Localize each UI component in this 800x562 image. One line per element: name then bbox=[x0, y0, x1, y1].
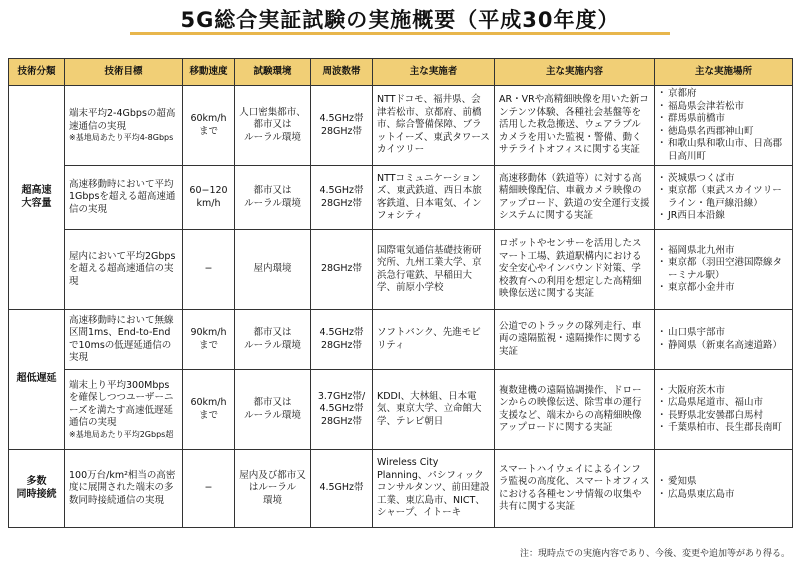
content-cell: AR・VRや高精細映像を用いた新コンテンツ体験、各種社会基盤等を活用した救急搬送、ウェアラブルカメラを用いた監視・警備、動くサテライトオフィスに関する実証 bbox=[495, 86, 655, 166]
speed-cell: 90km/h まで bbox=[183, 310, 235, 370]
frequency-cell: 4.5GHz帯 28GHz帯 bbox=[311, 310, 373, 370]
header-frequency: 周波数帯 bbox=[311, 59, 373, 86]
organizations-cell: Wireless City Planning、パシフィックコンサルタンツ、前田建設工業、東広島市、NICT、シャープ、イトーキ bbox=[373, 450, 495, 528]
goal-note: ※基地局あたり平均4-8Gbps bbox=[69, 133, 174, 142]
places-cell bbox=[655, 370, 793, 450]
table-row bbox=[9, 450, 793, 528]
header-goal: 技術目標 bbox=[65, 59, 183, 86]
places-cell bbox=[655, 310, 793, 370]
place-item: ・ 千葉県柏市、長生郡長南町 bbox=[659, 422, 788, 435]
category-cell: 多数 同時接続 bbox=[9, 450, 65, 528]
content-cell: 高速移動体（鉄道等）に対する高精細映像配信、車載カメラ映像のアップロード、鉄道の安全運行支援システムに関する実証 bbox=[495, 166, 655, 230]
header-environment: 試験環境 bbox=[235, 59, 311, 86]
place-item: ・ 福島県会津若松市 bbox=[659, 101, 788, 114]
place-item: ・ 京都府 bbox=[659, 88, 788, 101]
goal-cell: 高速移動時において無線区間1ms、End-to-Endで10msの低遅延通信の実現 bbox=[65, 310, 183, 370]
page-title: 5G総合実証試験の実施概要（平成30年度） bbox=[180, 8, 620, 32]
environment-cell: 人口密集都市、都市又は ルーラル環境 bbox=[235, 86, 311, 166]
speed-cell: 60−120 km/h bbox=[183, 166, 235, 230]
goal-cell: 100万台/km²相当の高密度に展開された端末の多数同時接続通信の実現 bbox=[65, 450, 183, 528]
place-item: ・ 愛知県 bbox=[659, 476, 788, 489]
places-cell bbox=[655, 166, 793, 230]
place-item: ・ 静岡県（新東名高速道路） bbox=[659, 340, 788, 353]
place-item: ・ 山口県宇部市 bbox=[659, 327, 788, 340]
frequency-cell: 3.7GHz帯/ 4.5GHz帯 28GHz帯 bbox=[311, 370, 373, 450]
content-cell: スマートハイウェイによるインフラ監視の高度化、スマートオフィスにおける各種センサ情報の収集や共有に関する実証 bbox=[495, 450, 655, 528]
place-item: ・ 和歌山県和歌山市、日高郡日高川町 bbox=[659, 138, 788, 163]
place-item: ・ 福岡県北九州市 bbox=[659, 245, 788, 258]
frequency-cell: 4.5GHz帯 28GHz帯 bbox=[311, 86, 373, 166]
environment-cell: 屋内環境 bbox=[235, 230, 311, 310]
place-item: ・ 東京都（東武スカイツリーライン・亀戸線沿線） bbox=[659, 185, 788, 210]
environment-cell: 都市又は ルーラル環境 bbox=[235, 370, 311, 450]
place-item: ・ 広島県東広島市 bbox=[659, 489, 788, 502]
organizations-cell: NTTコミュニケーションズ、東武鉄道、西日本旅客鉄道、日本電気、インフォシティ bbox=[373, 166, 495, 230]
place-item: ・ 徳島県名西郡神山町 bbox=[659, 126, 788, 139]
category-cell: 超低遅延 bbox=[9, 310, 65, 450]
goal-text: 端末上り平均300Mbpsを確保しつつユーザーニーズを満たす高速低遅延通信の実現 bbox=[69, 379, 174, 428]
content-cell: ロボットやセンサーを活用したスマート工場、鉄道駅構内における安全安心やインバウンド対策、学校教育への利用を想定した高精細映像伝送に関する実証 bbox=[495, 230, 655, 310]
header-speed: 移動速度 bbox=[183, 59, 235, 86]
goal-cell bbox=[65, 86, 183, 166]
content-cell: 公道でのトラックの隊列走行、車両の遠隔監視・遠隔操作に関する実証 bbox=[495, 310, 655, 370]
environment-cell: 屋内及び都市又はルーラル 環境 bbox=[235, 450, 311, 528]
speed-cell: 60km/h まで bbox=[183, 86, 235, 166]
place-item: ・ 群馬県前橋市 bbox=[659, 113, 788, 126]
speed-cell: − bbox=[183, 450, 235, 528]
goal-text: 端末平均2-4Gbpsの超高速通信の実現 bbox=[69, 108, 176, 132]
category-cell: 超高速 大容量 bbox=[9, 86, 65, 310]
organizations-cell: KDDI、大林組、日本電気、東京大学、立命館大学、テレビ朝日 bbox=[373, 370, 495, 450]
content-cell: 複数建機の遠隔協調操作、ドローンからの映像伝送、除雪車の運行支援など、端末からの高精細映像アップロードに関する実証 bbox=[495, 370, 655, 450]
frequency-cell: 4.5GHz帯 28GHz帯 bbox=[311, 166, 373, 230]
environment-cell: 都市又は ルーラル環境 bbox=[235, 166, 311, 230]
overview-table bbox=[8, 58, 793, 528]
goal-cell bbox=[65, 370, 183, 450]
table-row bbox=[9, 230, 793, 310]
header-places: 主な実施場所 bbox=[655, 59, 793, 86]
places-cell bbox=[655, 450, 793, 528]
place-item: ・ 長野県北安曇郡白馬村 bbox=[659, 410, 788, 423]
environment-cell: 都市又は ルーラル環境 bbox=[235, 310, 311, 370]
header-content: 主な実施内容 bbox=[495, 59, 655, 86]
table-row bbox=[9, 310, 793, 370]
frequency-cell: 4.5GHz帯 bbox=[311, 450, 373, 528]
places-cell bbox=[655, 230, 793, 310]
header-category: 技術分類 bbox=[9, 59, 65, 86]
places-cell bbox=[655, 86, 793, 166]
title-underline bbox=[130, 32, 670, 35]
goal-note: ※基地局あたり平均2Gbps超 bbox=[69, 429, 174, 439]
place-item: ・ JR西日本沿線 bbox=[659, 210, 788, 223]
goal-cell: 高速移動時において平均1Gbpsを超える超高速通信の実現 bbox=[65, 166, 183, 230]
place-item: ・ 茨城県つくば市 bbox=[659, 173, 788, 186]
header-organizations: 主な実施者 bbox=[373, 59, 495, 86]
place-item: ・ 東京都小金井市 bbox=[659, 282, 788, 295]
table-row bbox=[9, 166, 793, 230]
footnote: 注：現時点での実施内容であり、今後、変更や追加等があり得る。 bbox=[519, 549, 790, 559]
speed-cell: 60km/h まで bbox=[183, 370, 235, 450]
organizations-cell: ソフトバンク、先進モビリティ bbox=[373, 310, 495, 370]
table-row bbox=[9, 370, 793, 450]
place-item: ・ 東京都（羽田空港国際線ターミナル駅） bbox=[659, 257, 788, 282]
organizations-cell: NTTドコモ、福井県、会津若松市、京都府、前橋市、綜合警備保障、ブラットイーズ、東武タワースカイツリー bbox=[373, 86, 495, 166]
place-item: ・ 広島県尾道市、福山市 bbox=[659, 397, 788, 410]
organizations-cell: 国際電気通信基礎技術研究所、九州工業大学、京浜急行電鉄、早稲田大学、前原小学校 bbox=[373, 230, 495, 310]
header-row bbox=[9, 59, 793, 86]
speed-cell: − bbox=[183, 230, 235, 310]
frequency-cell: 28GHz帯 bbox=[311, 230, 373, 310]
goal-cell: 屋内において平均2Gbpsを超える超高速通信の実現 bbox=[65, 230, 183, 310]
table-row bbox=[9, 86, 793, 166]
place-item: ・ 大阪府茨木市 bbox=[659, 385, 788, 398]
